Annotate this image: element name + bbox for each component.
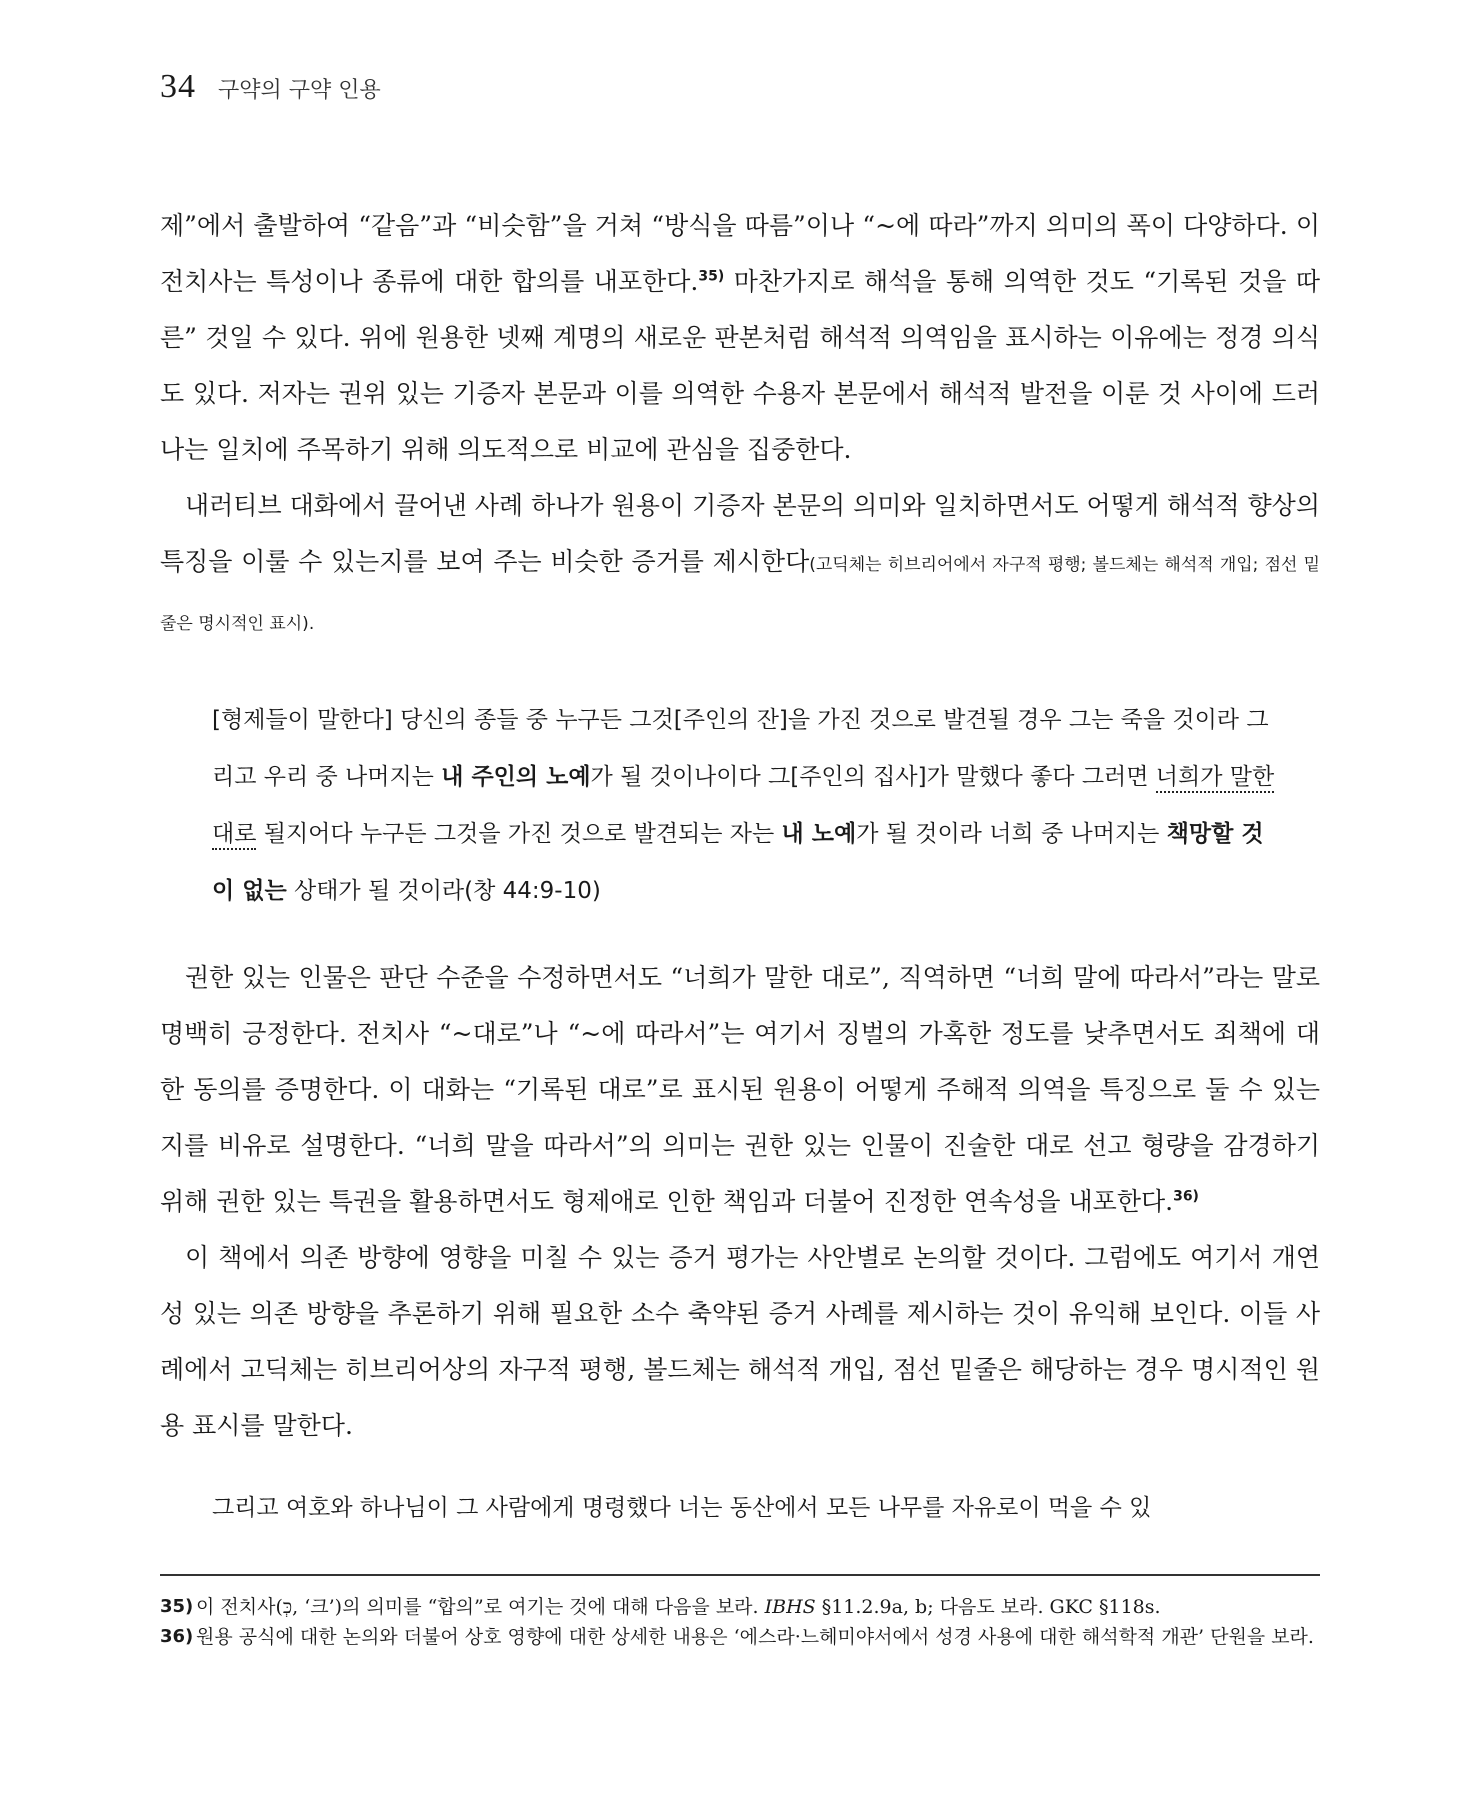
- quote-text: 것이라 그리고: [212, 707, 1269, 790]
- main-text: [160, 198, 1320, 1537]
- quote-text: [주인의 잔]을: [673, 707, 818, 733]
- footnote-number: 35): [160, 1596, 194, 1617]
- paragraph-2-text: 내러티브 대화에서 끌어낸 사례 하나가 원용이 기증자 본문의 의미와 일치하면서도 어떻게 해석적 향상의 특징을 이룰 수 있는지를 보여 주는 비슷한 증거를 제시한다: [160, 491, 1320, 576]
- quote-text: [형제들이 말한다] 당신의 종들 중: [212, 707, 556, 733]
- quote-bold: 내 노예: [781, 821, 857, 847]
- quote-text: 그리고 여호와 하나님이 그 사람에게: [212, 1495, 582, 1521]
- quote-gothic: 누구든 그것: [555, 707, 674, 733]
- quote-gothic: 가 될 것이라: [856, 821, 982, 847]
- quote-gothic: 우리 중 나머지는: [263, 764, 434, 790]
- paragraph-1: [160, 198, 1320, 478]
- footnotes: [160, 1592, 1320, 1652]
- quote-text: [774, 821, 781, 847]
- quote-text: 될지어다: [256, 821, 360, 847]
- paragraph-1-text-b: 마찬가지로 해석을 통해 의역한 것도 “기록된 것을 따른” 것일 수 있다. 위에 원용한 넷째 계명의 새로운 판본처럼 해석적 의역임을 표시하는 이유에는 정경 의식도 있다. 저자는 권위 있는 기증자 본문과 이를 의역한 수용자 본문에서 해석적 발전을 이룬 것 사이에 드러나는 일치에 주목하기 위해 의도적으로 비교에 관심을 집중한다.: [160, 267, 1320, 464]
- footnote-divider: [160, 1574, 1320, 1576]
- quote-bold: 책망할 것이 없는: [212, 821, 1264, 904]
- footnote-text-part: §11.2.9a, b; 다음도 보라. GKC §118s.: [815, 1596, 1161, 1618]
- quote-text: 그[주인의 집사]가 말했다 좋다 그러면: [760, 764, 1156, 790]
- footnote-text-part: 이 전치사(כְּ, ‘크’)의 의미를 “합의”로 여기는 것에 대해 다음을 보라.: [196, 1596, 765, 1618]
- quote-gothic: 동산에서 모든 나무를 자유로이 먹을 수 있: [729, 1495, 1152, 1521]
- quote-text: 너희 중 나머지는: [981, 821, 1167, 847]
- paragraph-1-text-a: 제”에서 출발하여 “같음”과 “비슷함”을 거쳐 “방식을 따름”이나 “~에 따라”까지 의미의 폭이 다양하다. 이 전치사는 특성이나 종류에 대한 합의를 내포한다.: [160, 211, 1320, 296]
- footnote-text: [196, 1592, 1320, 1622]
- footnote-number: 36): [160, 1626, 194, 1647]
- quote-gothic: 명령했다: [581, 1495, 671, 1521]
- quote-text: 너는: [670, 1495, 730, 1521]
- quote-dotted-underline: 너희가 말한 대로: [212, 764, 1274, 850]
- footnote-ref-36[interactable]: 36): [1173, 1188, 1199, 1205]
- paragraph-2: [160, 478, 1320, 652]
- page-header: [160, 68, 381, 118]
- block-quote-genesis-2: [160, 1480, 1320, 1537]
- footnote-italic-ref: IBHS: [764, 1596, 816, 1618]
- paragraph-3-text: 권한 있는 인물은 판단 수준을 수정하면서도 “너희가 말한 대로”, 직역하면 “너희 말에 따라서”라는 말로 명백히 긍정한다. 전치사 “~대로”나 “~에 따라서”는 여기서 징벌의 가혹한 정도를 낮추면서도 죄책에 대한 동의를 증명한다. 이 대화는 “기록된 대로”로 표시된 원용이 어떻게 주해적 의역을 특징으로 둘 수 있는지를 비유로 설명한다. “너희 말을 따라서”의 의미는 권한 있는 인물이 진술한 대로 선고 형량을 감경하기 위해 권한 있는 특권을 활용하면서도 형제애로 인한 책임과 더불어 진정한 연속성을 내포한다.: [160, 963, 1320, 1216]
- quote-text: 상태가 될 것이라(창 44:9-10): [286, 878, 601, 904]
- footnote-36: [160, 1622, 1320, 1652]
- quote-gothic: 가진 것으로 발견될: [817, 707, 1010, 733]
- page-number: 34: [160, 68, 196, 105]
- paragraph-3: [160, 950, 1320, 1230]
- block-quote-genesis: [160, 692, 1320, 920]
- quote-bold: 내 주인의 노예: [441, 764, 591, 790]
- running-title: 구약의 구약 인용: [218, 78, 381, 103]
- footnote-35: [160, 1592, 1320, 1622]
- quote-text: 경우: [1009, 707, 1069, 733]
- quote-gothic: 누구든 그것을 가진 것으로 발견되는 자는: [359, 821, 775, 847]
- paragraph-2-note: (고딕체는 히브리어에서 자구적 평행; 볼드체는 해석적 개입; 점선 밑줄은 명시적인 표시).: [160, 555, 1320, 634]
- quote-gothic: 그는 죽을: [1068, 707, 1166, 733]
- footnote-text: 원용 공식에 대한 논의와 더불어 상호 영향에 대한 상세한 내용은 ‘에스라·느헤미야서에서 성경 사용에 대한 해석학적 개관’ 단원을 보라.: [196, 1626, 1314, 1648]
- paragraph-4: 이 책에서 의존 방향에 영향을 미칠 수 있는 증거 평가는 사안별로 논의할 것이다. 그럼에도 여기서 개연성 있는 의존 방향을 추론하기 위해 필요한 소수 축약된 증거 사례를 제시하는 것이 유익해 보인다. 이들 사례에서 고딕체는 히브리어상의 자구적 평행, 볼드체는 해석적 개입, 점선 밑줄은 해당하는 경우 명시적인 원용 표시를 말한다.: [160, 1243, 1320, 1440]
- quote-gothic: 가 될 것이나이다: [590, 764, 761, 790]
- footnote-ref-35[interactable]: 35): [698, 268, 725, 285]
